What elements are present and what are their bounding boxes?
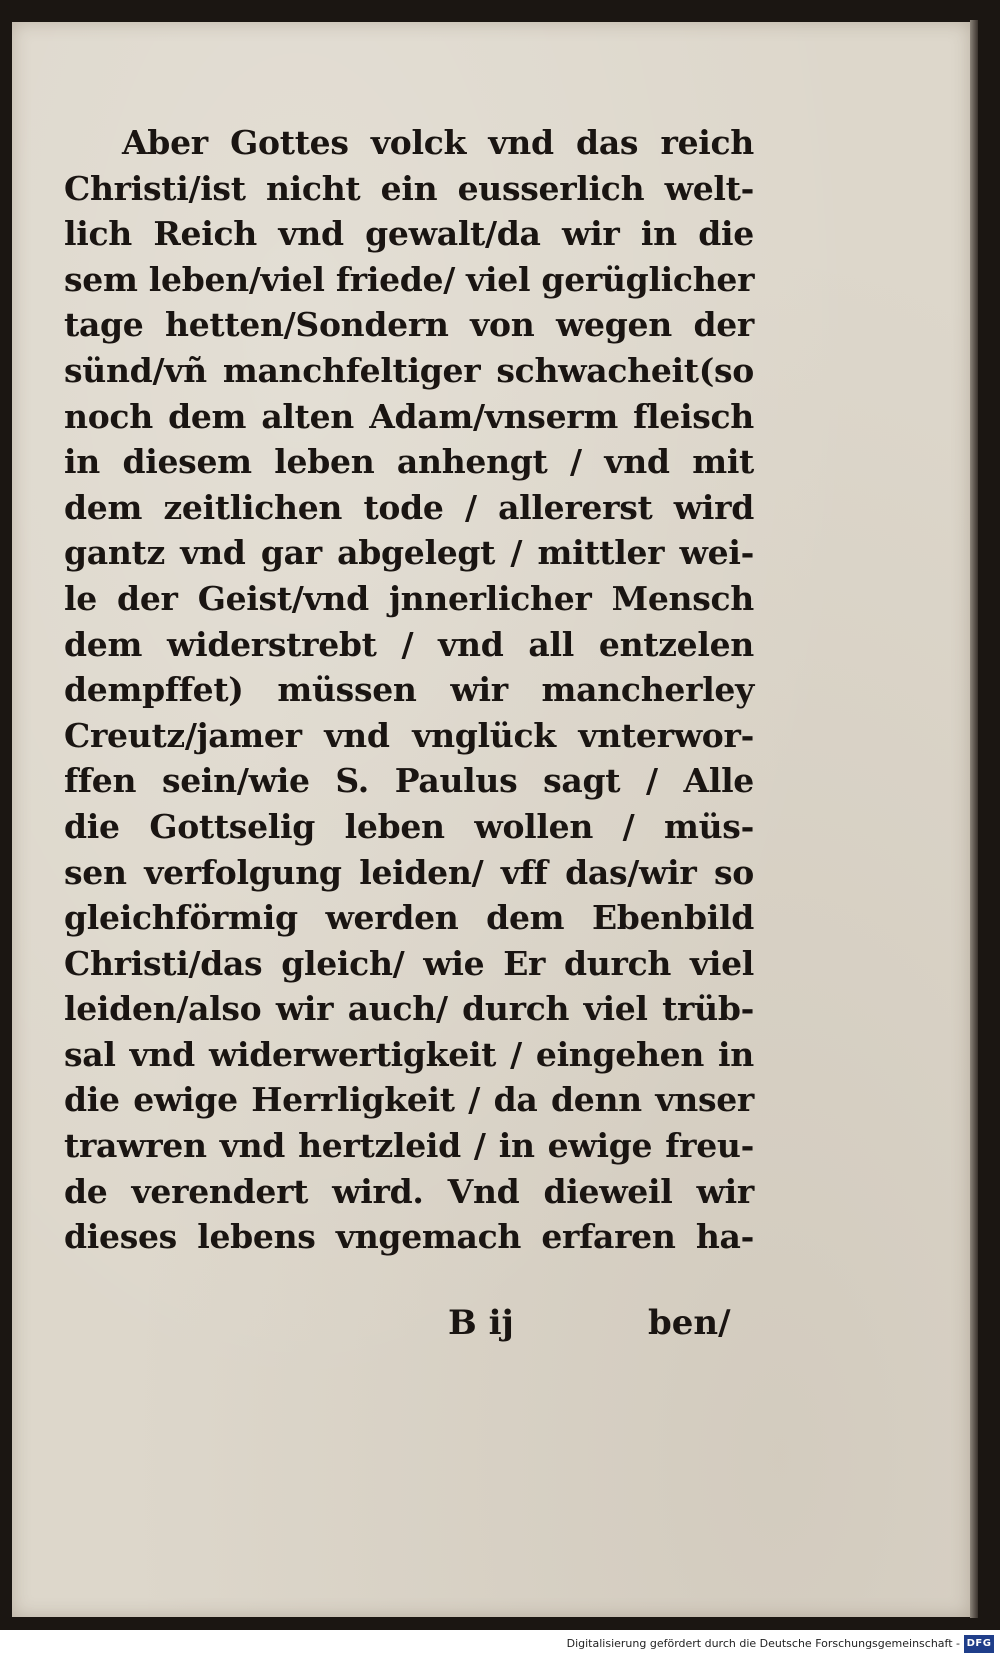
text-line: Christi/ist nicht ein eusserlich welt-: [64, 168, 754, 208]
text-line: noch dem alten Adam/vnserm fleisch: [64, 396, 754, 436]
book-page: [12, 22, 970, 1617]
signature-mark: B ij: [448, 1303, 514, 1343]
text-line: sünd/vñ manchfeltiger schwacheit(so: [64, 350, 754, 390]
text-line: Creutz/jamer vnd vnglück vnterwor-: [64, 715, 754, 755]
text-line: trawren vnd hertzleid / in ewige freu-: [64, 1126, 754, 1166]
digitization-credit: Digitalisierung gefördert durch die Deutsche Forschungsgemeinschaft -: [566, 1637, 960, 1650]
credit-bar: [0, 1630, 1000, 1659]
text-line: die Gottselig leben wollen / müs-: [64, 806, 754, 846]
text-line: gleichförmig werden dem Ebenbild: [64, 898, 754, 938]
text-line: die ewige Herrligkeit / da denn vnser: [64, 1080, 754, 1120]
text-line: dem widerstrebt / vnd all entzelen: [64, 624, 754, 664]
text-line: Christi/das gleich/ wie Er durch viel: [64, 943, 754, 983]
body-text: [64, 120, 754, 1260]
text-line: gantz vnd gar abgelegt / mittler wei-: [64, 533, 754, 573]
text-line: Aber Gottes volck vnd das reich: [122, 123, 754, 162]
text-line: ffen sein/wie S. Paulus sagt / Alle: [64, 761, 754, 801]
text-line: dem zeitlichen tode / allererst wird: [64, 487, 754, 527]
text-line: lich Reich vnd gewalt/da wir in die: [64, 214, 754, 254]
text-line: dieses lebens vngemach erfaren ha-: [64, 1217, 754, 1257]
text-line: de verendert wird. Vnd dieweil wir: [64, 1171, 754, 1211]
text-line: tage hetten/Sondern von wegen der: [64, 305, 754, 345]
catchword: ben/: [648, 1303, 731, 1343]
page-footer: [0, 1303, 1000, 1351]
text-line: sal vnd widerwertigkeit / eingehen in: [64, 1034, 754, 1074]
text-line: sen verfolgung leiden/ vff das/wir so: [64, 852, 754, 892]
page-edge: [970, 20, 978, 1618]
text-line: dempffet) müssen wir mancherley: [64, 670, 754, 710]
text-line: le der Geist/vnd jnnerlicher Mensch: [64, 578, 754, 618]
dfg-logo: DFG: [964, 1635, 994, 1653]
text-line: in diesem leben anhengt / vnd mit: [64, 442, 754, 482]
text-line: sem leben/viel friede/ viel gerüglicher: [64, 259, 755, 299]
text-line: leiden/also wir auch/ durch viel trüb-: [64, 989, 754, 1029]
